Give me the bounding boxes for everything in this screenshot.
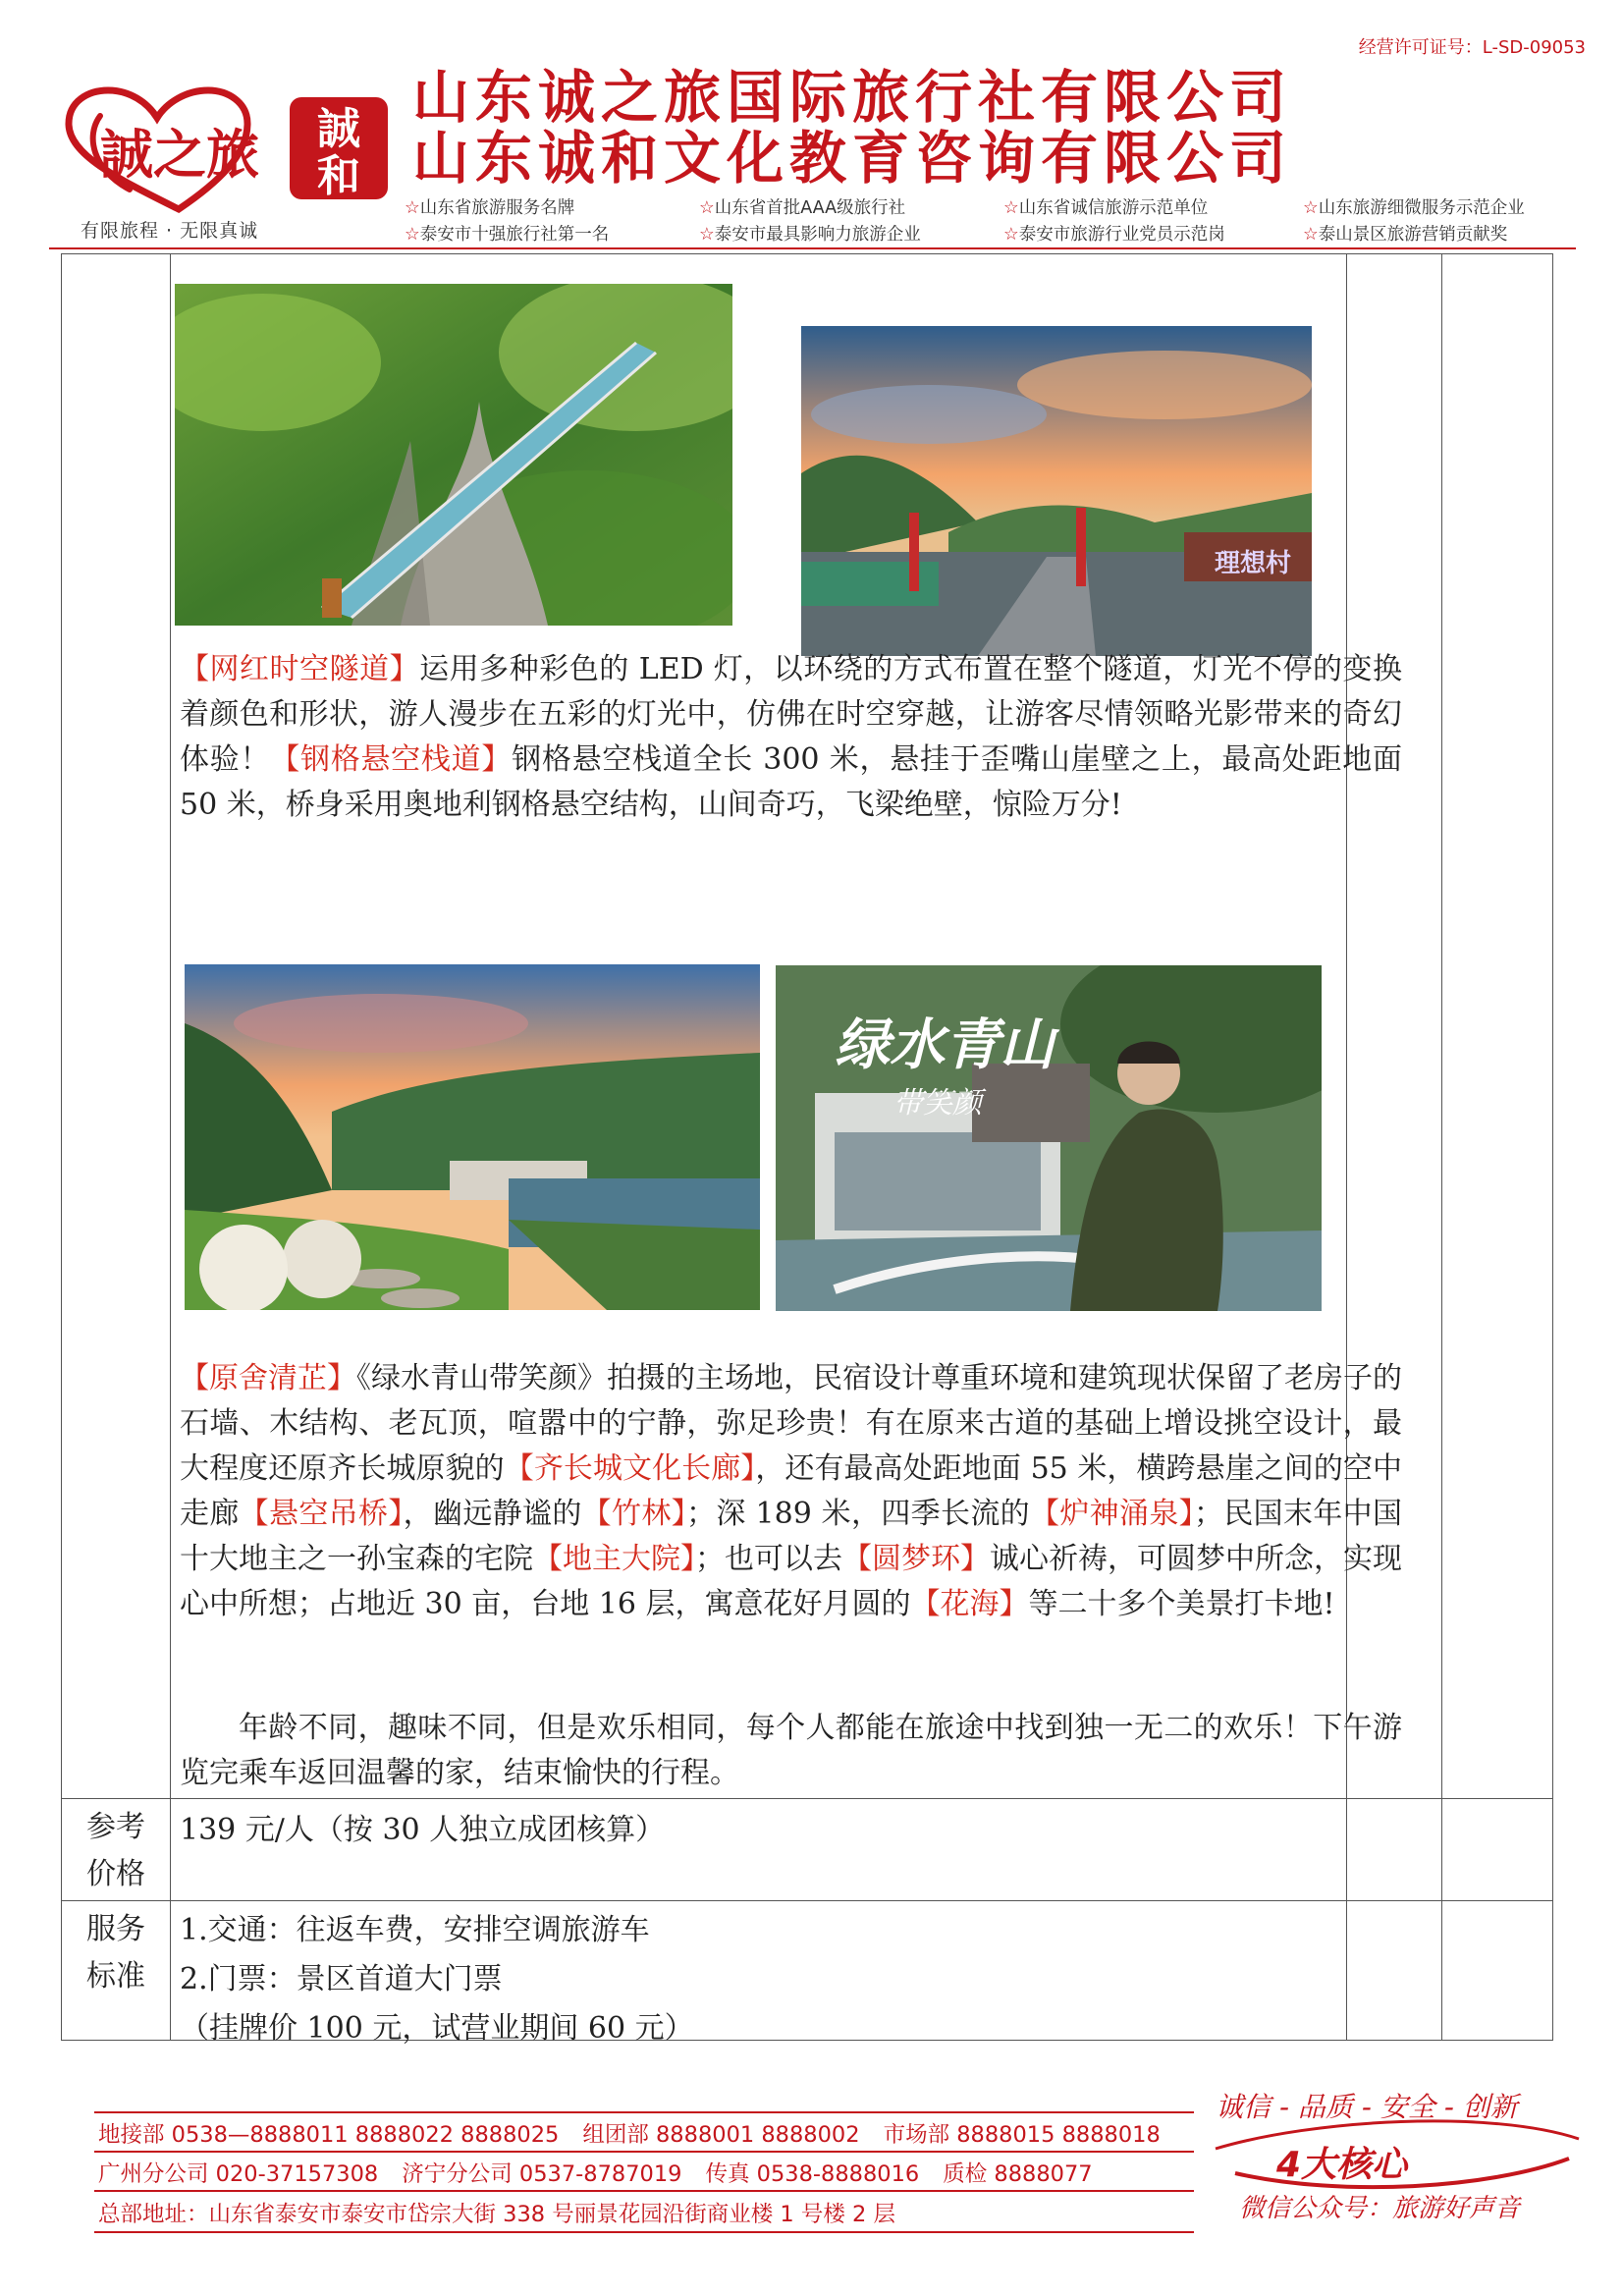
itinerary-table xyxy=(61,253,1553,2046)
company-name-2: 山东诚和文化教育咨询有限公司 xyxy=(412,125,1293,191)
highlight-bamboo: 【竹林】 xyxy=(581,1497,687,1531)
highlight-yuanshe: 【原舍清芷】 xyxy=(180,1361,356,1395)
company-name-1: 山东诚之旅国际旅行社有限公司 xyxy=(412,64,1293,131)
honor-item: ☆泰安市旅游行业党员示范岗 xyxy=(1003,225,1225,245)
drama-poster-photo xyxy=(776,965,1322,1311)
honor-item: ☆泰安市最具影响力旅游企业 xyxy=(699,225,921,245)
footer-phones-2: 广州分公司 020-37157308 济宁分公司 0537-8787019 传真 0538-8888016 质检 8888077 xyxy=(98,2161,1093,2187)
highlight-landlord: 【地主大院】 xyxy=(533,1542,695,1576)
footer-divider xyxy=(94,2151,1194,2153)
footer-divider xyxy=(94,2190,1194,2192)
honors-list xyxy=(405,194,1602,247)
honor-item: ☆山东省诚信旅游示范单位 xyxy=(1003,198,1209,218)
glass-bridge-photo xyxy=(175,284,732,626)
service-ticket: 2.门票：景区首道大门票 xyxy=(180,1962,503,1996)
wechat-account: 微信公众号：旅游好声音 xyxy=(1239,2194,1521,2223)
highlight-dream-ring: 【圆梦环】 xyxy=(842,1542,990,1576)
header-divider xyxy=(49,247,1576,249)
footer-address: 总部地址：山东省泰安市泰安市岱宗大街 338 号丽景花园沿街商业楼 1 号楼 2 层 xyxy=(98,2202,895,2227)
highlight-tunnel: 【网红时空隧道】 xyxy=(180,652,420,686)
heart-logo-icon xyxy=(61,86,297,214)
license-number: 经营许可证号：L-SD-09053 xyxy=(1358,37,1586,58)
paragraph-yuanshe: 【原舍清芷】《绿水青山带笑颜》拍摄的主场地，民宿设计尊重环境和建筑现状保留了老房子的石墙、木结构、老瓦顶，喧嚣中的宁静，弥足珍贵！有在原来古道的基础上增设挑空设计，最大程度还原齐长城原貌的【齐长城文化长廊】，还有最高处距地面 55 米，横跨悬崖之间的空中走廊【悬空吊桥】，幽远静谧的【竹林】；深 189 米，四季长流的【炉神涌泉】；民国末年中国十大地主之一孙宝森的宅院【地主大院】；也可以去【圆梦环】诚心祈祷，可圆梦中所念，实现心中所想；占地近 30 亩，台地 16 层，寓意花好月圆的【花海】等二十多个美景打卡地! xyxy=(180,1361,1403,1621)
service-transport: 1.交通：往返车费，安排空调旅游车 xyxy=(180,1913,650,1947)
service-label: 服务 标准 xyxy=(86,1912,145,1994)
poster-subtitle: 带笑颜 xyxy=(893,1086,982,1121)
honor-item: ☆泰安市十强旅行社第一名 xyxy=(405,225,610,245)
table-divider xyxy=(62,1798,1552,1799)
logo-text: 誠之旅 xyxy=(100,123,259,186)
price-label: 参考 价格 xyxy=(86,1810,145,1891)
village-sign: 理想村 xyxy=(1214,549,1292,578)
price-value: 139 元/人（按 30 人独立成团核算） xyxy=(180,1813,666,1847)
service-details xyxy=(180,1906,694,2053)
honor-item: ☆山东旅游细微服务示范企业 xyxy=(1303,198,1525,218)
svg-text:和: 和 xyxy=(317,151,360,201)
core-title: 4大核心 xyxy=(1276,2145,1408,2185)
highlight-great-wall: 【齐长城文化长廊】 xyxy=(504,1451,756,1486)
paragraph-tunnel-walkway: 【网红时空隧道】运用多种彩色的 LED 灯，以环绕的方式布置在整个隧道，灯光不停的变换着颜色和形状，游人漫步在五彩的灯光中，仿佛在时空穿越，让游客尽情领略光影带来的奇幻体验！【钢格悬空栈道】钢格悬空栈道全长 300 米，悬挂于歪嘴山崖壁之上，最高处距地面 50 米，桥身采用奥地利钢格悬空结构，山间奇巧，飞梁绝壁，惊险万分! xyxy=(180,652,1403,822)
table-divider xyxy=(170,254,171,2040)
footer-divider xyxy=(94,2231,1194,2233)
highlight-suspension-bridge: 【悬空吊桥】 xyxy=(239,1497,404,1531)
table-divider xyxy=(1441,254,1442,2040)
sunset-village-photo xyxy=(801,326,1312,656)
footer-phones-1: 地接部 0538—8888011 8888022 8888025 组团部 8888001 8888002 市场部 8888015 8888018 xyxy=(98,2122,1161,2148)
seal-logo-icon xyxy=(287,94,391,202)
honor-item: ☆山东省旅游服务名牌 xyxy=(405,198,575,218)
footer-divider xyxy=(94,2111,1194,2113)
poster-title: 绿水青山 xyxy=(835,1012,1055,1077)
table-divider xyxy=(62,1900,1552,1901)
honor-item: ☆山东省首批AAA级旅行社 xyxy=(699,198,906,218)
honor-item: ☆泰山景区旅游营销贡献奖 xyxy=(1303,225,1508,245)
highlight-flower-sea: 【花海】 xyxy=(910,1587,1029,1621)
service-ticket-note: （挂牌价 100 元，试营业期间 60 元） xyxy=(180,2011,694,2046)
highlight-walkway: 【钢格悬空栈道】 xyxy=(270,742,513,777)
company-logo xyxy=(61,86,395,234)
paragraph-closing: 年龄不同，趣味不同，但是欢乐相同，每个人都能在旅途中找到独一无二的欢乐！下午游览完乘车返回温馨的家，结束愉快的行程。 xyxy=(180,1711,1402,1790)
highlight-spring: 【炉神涌泉】 xyxy=(1030,1497,1195,1531)
core-values: 诚信 - 品质 - 安全 - 创新 xyxy=(1216,2091,1518,2123)
slogan: 有限旅程 · 无限真诚 xyxy=(81,220,259,242)
lake-garden-photo xyxy=(185,964,760,1310)
svg-text:誠: 誠 xyxy=(317,104,360,154)
